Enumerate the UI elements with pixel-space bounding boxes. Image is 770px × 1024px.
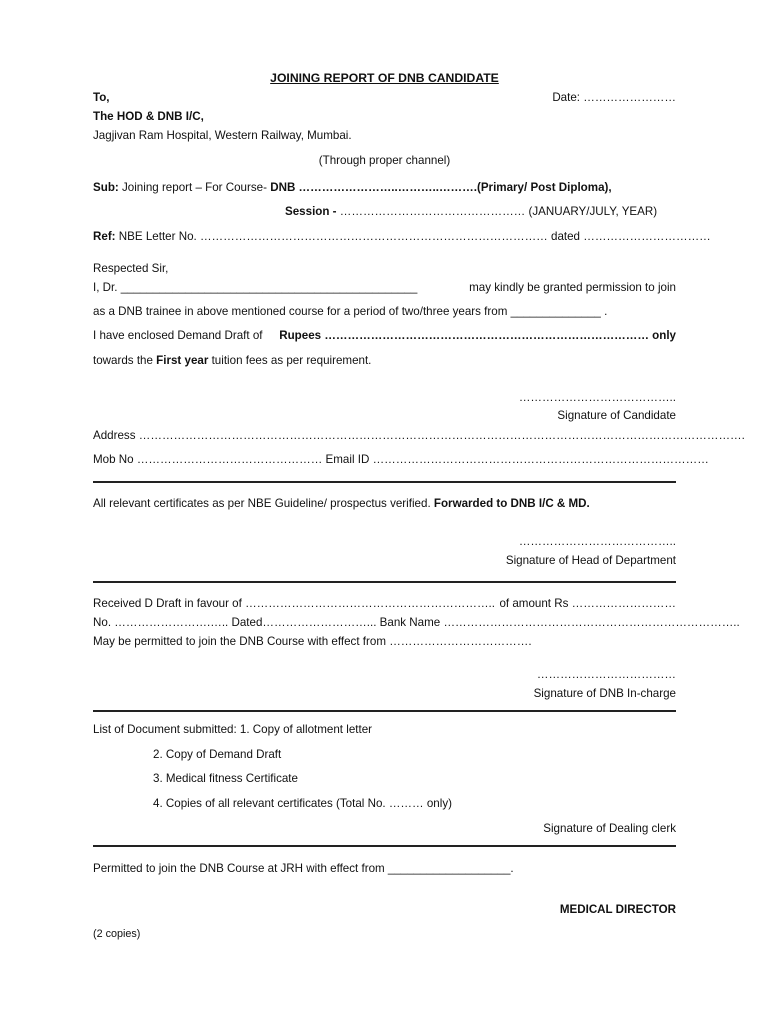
permission-text: may kindly be granted permission to join [469,281,676,294]
salutation: Respected Sir, [93,262,169,275]
subject-course: DNB ……………………..………..……….(Primary/ Post Diploma), [270,181,612,194]
dd-amount-field: of amount Rs ……………………… [499,597,676,610]
tuition-text-b: tuition fees as per requirement. [208,354,372,367]
permitted-line: Permitted to join the DNB Course at JRH with effect from ___________________. [93,862,514,875]
demand-draft-text: I have enclosed Demand Draft of [93,329,263,342]
hod-signature-line: ………………………………….. [518,535,676,548]
document-item-2: 2. Copy of Demand Draft [153,748,282,761]
verification-text: All relevant certificates as per NBE Guideline/ prospectus verified. [93,497,434,510]
form-title: JOINING REPORT OF DNB CANDIDATE [270,71,499,85]
body-line-2: as a DNB trainee in above mentioned course for a period of two/three years from ______________ . [93,305,608,318]
reference-label: Ref: [93,230,116,243]
copies-note: (2 copies) [93,928,141,940]
to-label: To, [93,91,110,104]
section-divider [93,845,676,847]
through-channel: (Through proper channel) [318,154,451,167]
body-line-4 [93,354,676,367]
candidate-signature-label: Signature of Candidate [557,409,676,422]
dd-line-1 [93,597,676,610]
first-year-text: First year [156,354,209,367]
forwarded-text: Forwarded to DNB I/C & MD. [433,497,590,510]
document-item-3: 3. Medical fitness Certificate [153,772,298,785]
header-row [93,91,676,104]
addressee-hospital: Jagjivan Ram Hospital, Western Railway, Mumbai. [93,129,352,142]
reference-line [93,230,711,243]
subject-text: Joining report – For Course- [118,181,271,194]
session-label: Session - [285,205,337,218]
subject-label: Sub: [93,181,119,194]
session-line [285,205,685,218]
session-value: ………………………………………… (JANUARY/JULY, YEAR) [336,205,658,218]
dd-line-2: No. …………………….….. Dated………………………... Bank Name ………………………………………………………………….. [93,616,740,629]
hod-signature-label: Signature of Head of Department [505,554,676,567]
dnb-incharge-signature-label: Signature of DNB In-charge [533,687,676,700]
dd-line-3: May be permitted to join the DNB Course with effect from ………………………………. [93,635,532,648]
dd-favour-field: Received D Draft in favour of ……………………………………………………….. [93,597,495,610]
hod-verification-text [93,497,676,510]
mobile-email-field: Mob No ………………………………………… Email ID …………………………………………………………………………… [93,453,709,466]
section-divider [93,710,676,712]
section-divider [93,581,676,583]
documents-intro: List of Document submitted: 1. Copy of allotment letter [93,723,373,736]
body-line-3 [93,329,676,342]
date-field: Date: …………………… [552,91,676,104]
addressee-title: The HOD & DNB I/C, [93,110,204,123]
dealing-clerk-signature-label: Signature of Dealing clerk [543,822,676,835]
document-item-4: 4. Copies of all relevant certificates (Total No. ……… only) [153,797,452,810]
rupees-field: Rupees ………………………………………………………………………… only [279,329,676,342]
subject-line [93,181,676,194]
dnb-incharge-signature-line: ……………………………… [536,668,676,681]
reference-text: NBE Letter No. ……………………………………………………………………………… dated …………………………… [115,230,711,243]
medical-director-label: MEDICAL DIRECTOR [559,903,676,916]
body-line-1 [93,281,676,294]
candidate-signature-line: ………………………………….. [518,391,676,404]
doctor-name-field: I, Dr. ______________________________________________ [93,281,418,294]
tuition-text-a: towards the [93,354,157,367]
address-field: Address …………………………………………………………………………………………………………………………………………. [93,429,745,442]
section-divider [93,481,676,483]
